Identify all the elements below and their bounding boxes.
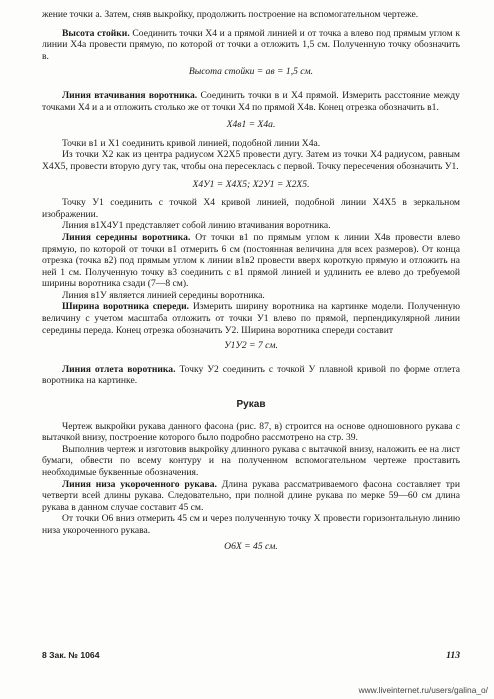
paragraph xyxy=(42,90,460,113)
paragraph-text: От точки в1 по прямым углом к линии X4в провести влево прямую, по которой от точки в1 отмерить 6 см (постоянная величина для всех размеров). От конца отрезка (точка в2) под прямым углом к линии в1в2 провести вверх короткую прямую и отложить на ней 1 см. Полученную точку в3 соединить с в1 прямой линией и удлинить ее влево до требуемой ширины воротника сзади (7—8 см). xyxy=(42,231,460,290)
paragraph-text: Точку У2 соединить с точкой У плавной кривой по форме отлета воротника на картинке. xyxy=(42,363,460,387)
paragraph: Линия в1У является линией середины воротника. xyxy=(62,289,265,301)
paragraph-text: Измерить ширину воротника на картинке модели. Полученную величину с учетом масштаба отложить от точки У1 влево по прямой, перпендикулярной линии середины переда. Конец отрезка обозначить У2. Ширина воротника спереди составит xyxy=(42,301,460,336)
section-title: Рукав xyxy=(236,399,266,411)
paragraph-text: Соединить точки X4 и а прямой линией и от точка а влево под прямым углом к линии X4а провести прямую, по которой от точки а отложить 1,5 см. Полученную точку обозначить в. xyxy=(42,27,460,62)
equation: X4в1 = X4а. xyxy=(226,119,276,131)
paragraph: Точку У1 соединить с точкой X4 кривой линией, подобной линии X4X5 в зеркальном изображении. xyxy=(42,197,460,220)
printing-signature: 8 Зак. № 1064 xyxy=(42,650,100,660)
paragraph-heading: Линия втачивания воротника. xyxy=(62,89,198,101)
paragraph-text: Соединить точки в и X4 прямой. Измерить расстояние между точками X4 и а и отложить столько же от точки X4 по прямой X4в. Конец отрезка обозначить в1. xyxy=(42,89,460,113)
paragraph: Линия в1X4У1 представляет собой линию втачивания воротника. xyxy=(62,220,331,232)
paragraph-heading: Линия середины воротника. xyxy=(62,231,191,243)
paragraph xyxy=(42,28,460,63)
paragraph-text: Длина рукава рассматриваемого фасона составляет три четверти всей длины рукава. Следовательно, при полной длине рукава по мерке 59—60 см длина рукава в данном случае составит 45 см. xyxy=(42,478,460,513)
equation: У1У2 = 7 см. xyxy=(224,340,278,352)
equation: О6X = 45 см. xyxy=(224,540,278,552)
paragraph xyxy=(42,479,460,514)
watermark-url: www.liveinternet.ru/users/galina_o/ xyxy=(358,685,488,695)
paragraph-heading: Ширина воротника спереди. xyxy=(62,301,190,313)
paragraph-heading: Линия низа укороченного рукава. xyxy=(62,478,217,490)
paragraph: Выполнив чертеж и изготовив выкройку длинного рукава с вытачкой внизу, наложить ее на лист бумаги, обвести по всему контуру и на полученном вспомогательном чертеже проставить необходимые буквенные обозначения. xyxy=(42,443,460,478)
paragraph: Из точки X2 как из центра радиусом X2X5 провести дугу. Затем из точки X4 радиусом, равным X4X5, провести вторую дугу так, чтобы она пересеклась с первой. Точку пересечения обозначить У1. xyxy=(42,149,460,172)
paragraph-heading: Высота стойки. xyxy=(62,27,130,39)
page-footer xyxy=(0,650,494,664)
equation: X4У1 = X4X5; X2У1 = X2X5. xyxy=(192,178,310,190)
paragraph xyxy=(42,364,460,387)
paragraph xyxy=(42,301,460,336)
page-number: 113 xyxy=(446,650,460,661)
paragraph: Точки в1 и X1 соединить кривой линией, подобной линии X4а. xyxy=(62,137,321,149)
equation: Высота стойки = ав = 1,5 см. xyxy=(188,66,314,78)
paragraph-heading: Линия отлета воротника. xyxy=(62,363,176,375)
paragraph xyxy=(42,232,460,290)
paragraph: жение точки а. Затем, сняв выкройку, продолжить построение на вспомогательном чертеже. xyxy=(42,9,419,20)
paragraph: Чертеж выкройки рукава данного фасона (рис. 87, в) строится на основе одношовного рукава с вытачкой внизу, построение которого было подробно рассмотрено на стр. 39. xyxy=(42,420,460,444)
paragraph: От точки О6 вниз отмерить 45 см и через полученную точку X провести горизонтальную линию низа укороченного рукава. xyxy=(42,513,460,536)
